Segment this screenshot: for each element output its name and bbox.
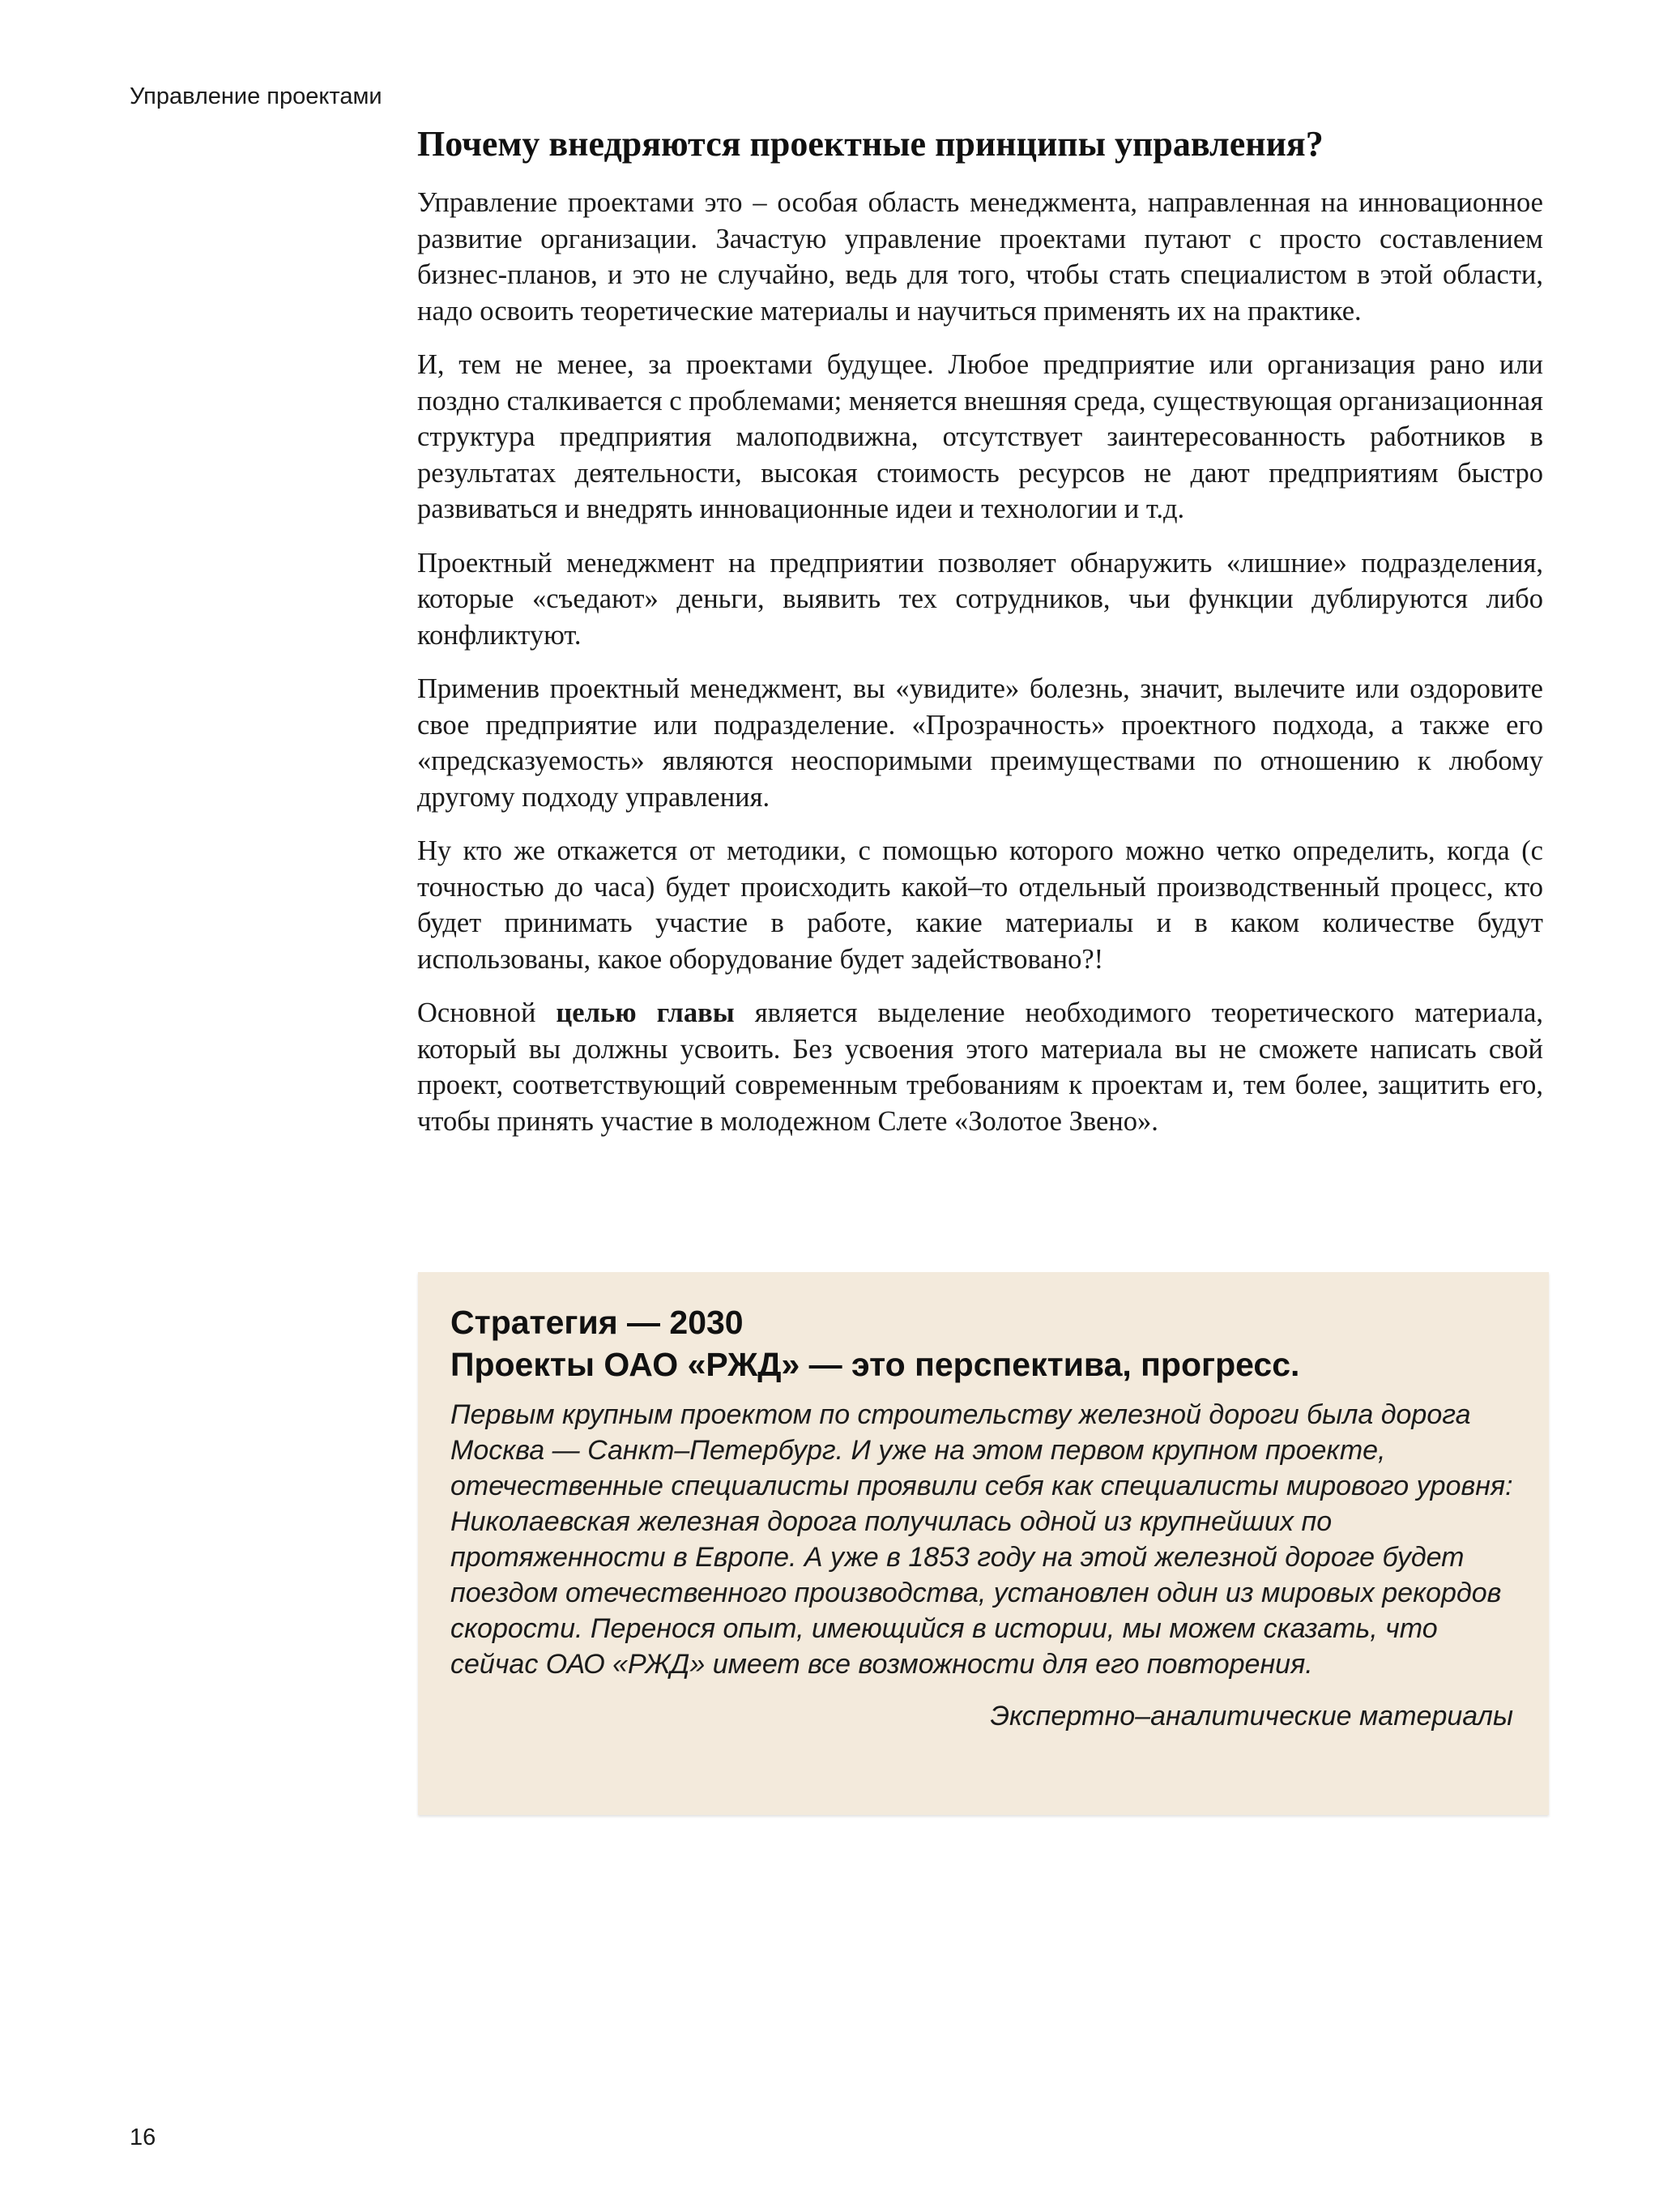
sidebox-heading-line2: Проекты ОАО «РЖД» — это перспектива, прогресс.: [450, 1346, 1300, 1383]
strategy-sidebox: [418, 1272, 1549, 1815]
goal-text-before: Основной: [417, 997, 557, 1028]
chapter-goal-paragraph: [417, 995, 1543, 1139]
section-title: Почему внедряются проектные принципы управления?: [417, 124, 1324, 164]
running-header: Управление проектами: [130, 83, 382, 109]
page-number: 16: [130, 2124, 156, 2150]
sidebox-source: Экспертно–аналитические материалы: [990, 1701, 1513, 1732]
paragraph: Управление проектами это – особая область менеджмента, направленная на инновационное развитие организации. Зачастую управление проектами путают с просто составлением бизнес-планов, и это не случайно, ведь для того, чтобы стать специалистом в этой области, надо освоить теоретические материалы и научиться применять их на практике.: [417, 187, 1543, 327]
main-content: [417, 122, 1543, 1157]
goal-text-after: является выделение необходимого теоретического материала, который вы должны усвоить. Без усвоения этого материала вы не сможете написать свой проект, соответствующий современным требованиям к проектам и, тем более, защитить его, чтобы принять участие в молодежном Слете «Золотое Звено».: [417, 997, 1544, 1137]
paragraph: Проектный менеджмент на предприятии позволяет обнаружить «лишние» подразделения, которые «съедают» деньги, выявить тех сотрудников, чьи функции дублируются либо конфликтуют.: [417, 547, 1543, 651]
sidebox-text: Первым крупным проектом по строительству железной дороги была дорога Москва — Санкт–Петербург. И уже на этом первом крупном проекте, отечественные специалисты проявили себя как специалисты мирового уровня: Николаевская железная дорога получилась одной из крупнейших по протяженности в Европе. А уже в 1853 году на этой железной дороге будет поездом отечественного производства, установлен один из мировых рекордов скорости. Перенося опыт, имеющийся в истории, мы можем сказать, что сейчас ОАО «РЖД» имеет все возможности для его повторения.: [450, 1399, 1513, 1680]
goal-emphasis: целью главы: [556, 997, 735, 1028]
paragraph: И, тем не менее, за проектами будущее. Любое предприятие или организация рано или поздно сталкивается с проблемами; меняется внешняя среда, существующая организационная структура предприятия малоподвижна, отсутствует заинтересованность работников в результатах деятельности, высокая стоимость ресурсов не дают предприятиям быстро развиваться и внедрять инновационные идеи и технологии и т.д.: [417, 349, 1543, 524]
sidebox-heading-line1: Стратегия — 2030: [450, 1304, 744, 1341]
paragraph: Ну кто же откажется от методики, с помощью которого можно четко определить, когда (с точностью до часа) будет происходить какой–то отдельный производственный процесс, кто будет принимать участие в работе, какие материалы и в каком количестве будут использованы, какое оборудование будет задействовано?!: [417, 835, 1543, 975]
paragraph: Применив проектный менеджмент, вы «увидите» болезнь, значит, вылечите или оздоровите свое предприятие или подразделение. «Прозрачность» проектного подхода, а также его «предсказуемость» являются неоспоримыми преимуществами по отношению к любому другому подходу управления.: [417, 673, 1543, 813]
